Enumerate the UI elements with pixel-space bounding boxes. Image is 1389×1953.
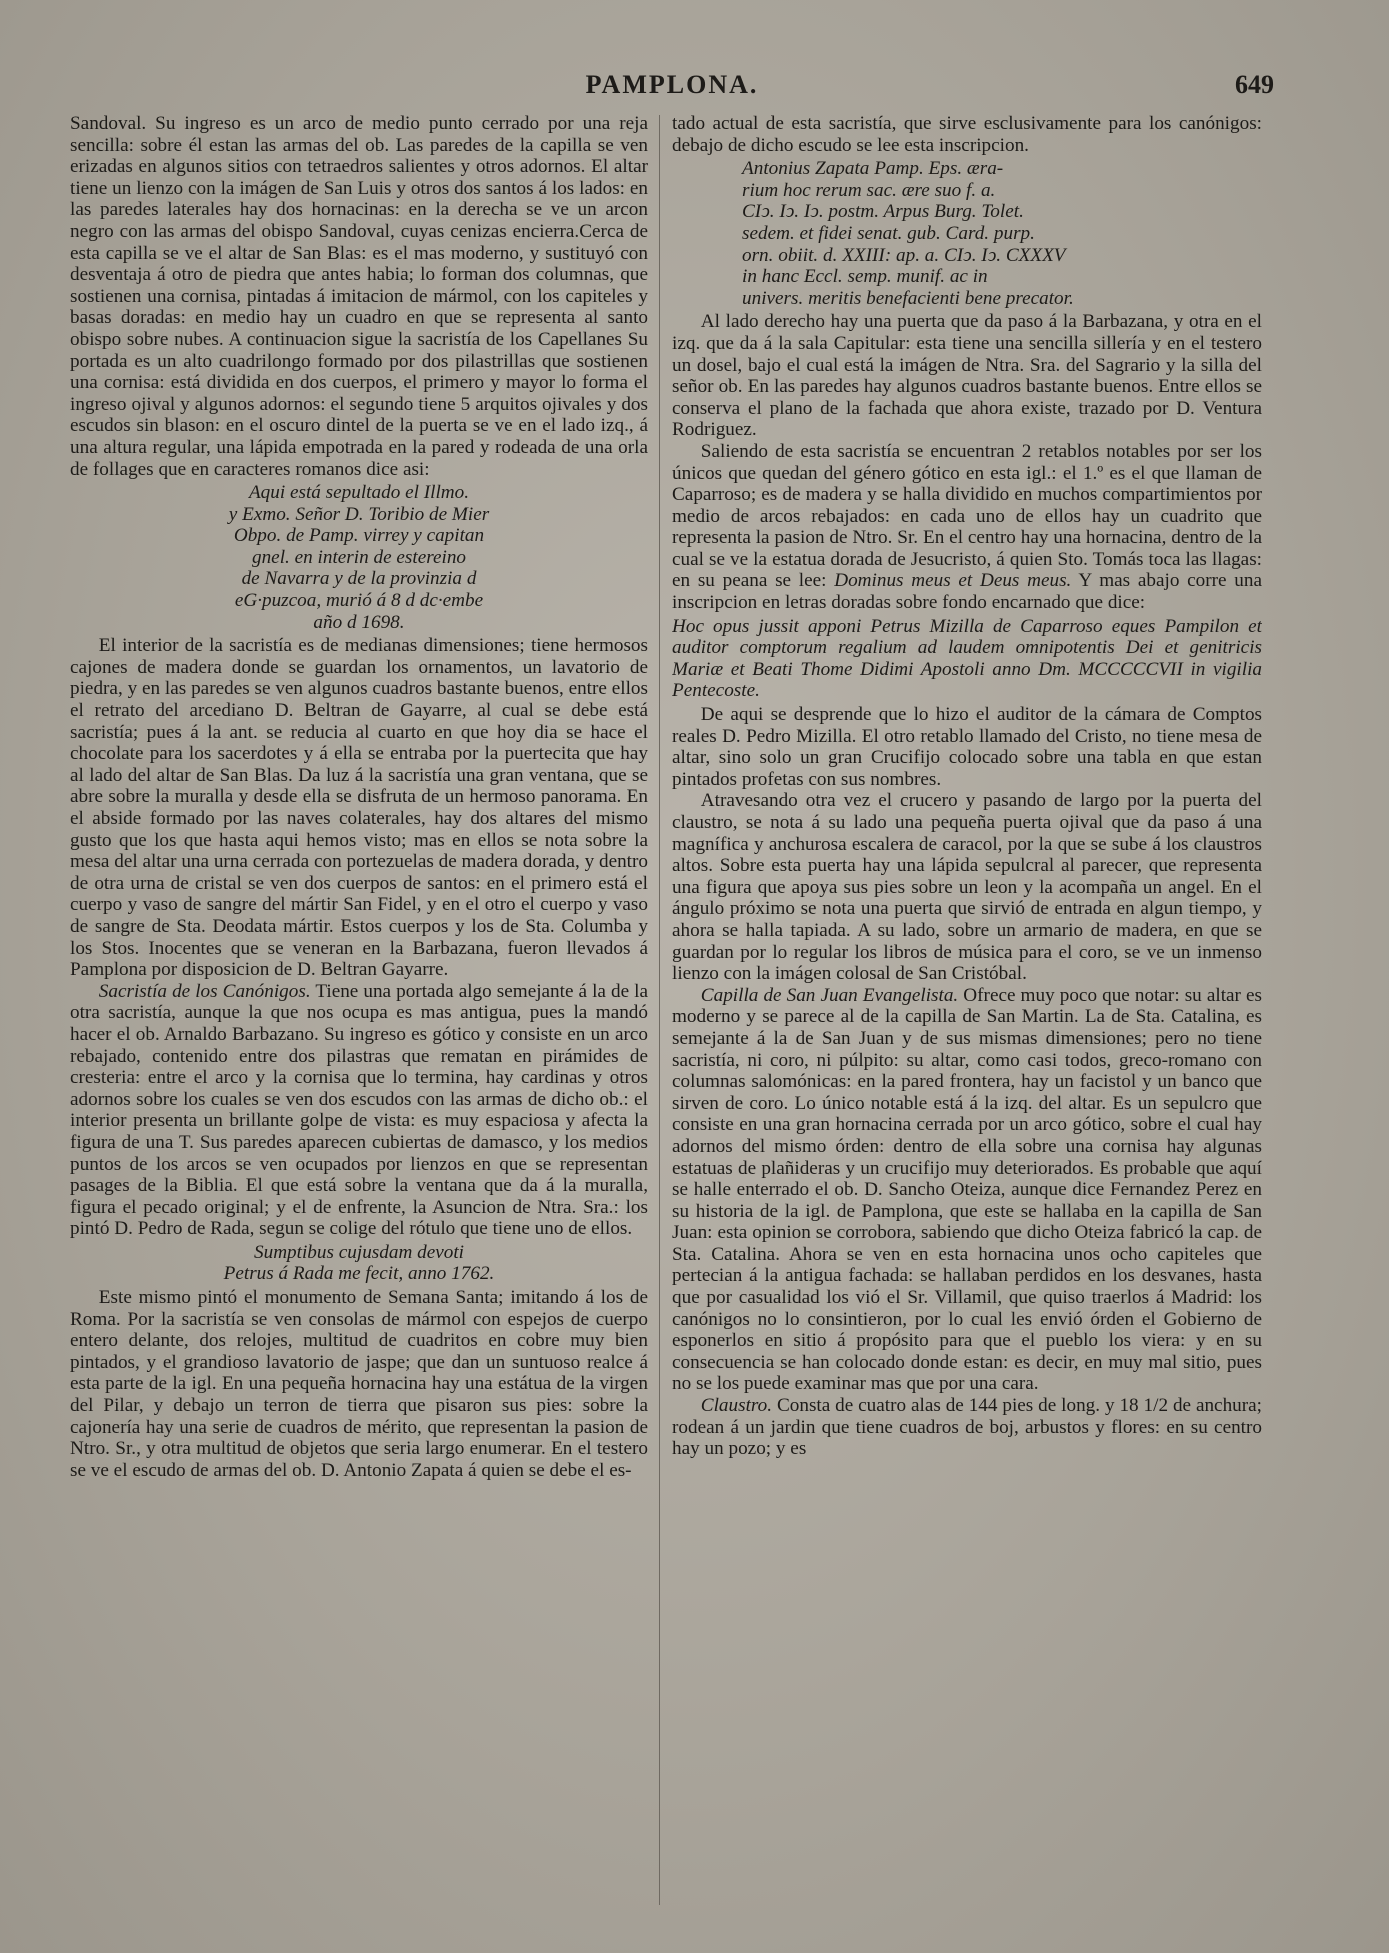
section-title: Sacristía de los Canónigos.	[98, 980, 311, 1002]
paragraph	[672, 1395, 1262, 1460]
paragraph: De aqui se desprende que lo hizo el auditor de la cámara de Comptos reales D. Pedro Mizilla. El otro retablo llamado del Cristo, no tiene mesa de altar, sino solo un gran Crucifijo colocado sobre una tabla en que estan pintados profetas con sus nombres.	[672, 704, 1262, 790]
inscription-line: Aqui está sepultado el Illmo.	[248, 482, 470, 504]
paragraph-text: Consta de cuatro alas de 144 pies de long. y 18 1/2 de anchura; rodean á un jardin que tiene cuadros de boj, arbustos y flores: en su centro hay un pozo; y es	[672, 1395, 1262, 1460]
left-column	[70, 113, 648, 1903]
inscription-zapata	[672, 158, 1262, 309]
inscription-line: in hanc Eccl. semp. munif. ac in	[742, 266, 988, 288]
paragraph	[70, 981, 648, 1240]
inscription-line: orn. obiit. d. XXIII: ap. a. CIↄ. Iↄ. CXXXV	[742, 244, 1066, 266]
paragraph: Sandoval. Su ingreso es un arco de medio punto cerrado por una reja sencilla: sobre él estan las armas del ob. Las paredes de la capilla se ven erizadas en algunos sitios con tetraedros salientes y otros adornos. El altar tiene un lienzo con la imágen de San Luis y otros dos santos á los lados: en las paredes laterales hay dos hornacinas: en la derecha se ve un arcon negro con las armas del obispo Sandoval, cuyas cenizas encierra.Cerca de esta capilla se ve el altar de San Blas: es el mas moderno, y sustituyó con desventaja á otro de piedra que antes habia; lo forman dos columnas, que sostienen una cornisa, pintadas á imitacion de mármol, con los capiteles y basas doradas: en medio hay un cuadro en que se representa al santo obispo sobre nubes. A continuacion sigue la sacristía de los Capellanes Su portada es un alto cuadrilongo formado por dos pilastrillas que sostienen una cornisa: está dividida en dos cuerpos, el primero y mayor lo forma el ingreso ojival y algunos adornos: el segundo tiene 5 arquitos ojivales y dos escudos sin blason: en el oscuro dintel de la puerta se ve en el lado izq., á una altura regular, una lápida empotrada en la pared y rodeada de una orla de follages que en caracteres romanos dice asi:	[70, 113, 648, 480]
right-column	[672, 113, 1262, 1903]
inscription-line: Obpo. de Pamp. virrey y capitan	[233, 525, 485, 547]
page-header	[70, 70, 1274, 104]
inscription-rada	[70, 1242, 648, 1285]
paragraph: Este mismo pintó el monumento de Semana Santa; imitando á los de Roma. Por la sacristía se ven consolas de mármol con espejos de cuerpo entero delante, dos relojes, multitud de cuadritos en cobre muy bien pintados, y el grandioso lavatorio de jaspe; que dan un suntuoso realce á esta parte de la igl. En una pequeña hornacina hay una estátua de la virgen del Pilar, y debajo un terron de tierra que pisaron sus pies: sobre la cajonería hay una serie de cuadros de mérito, que representan la pasion de Ntro. Sr., y otra multitud de objetos que seria largo enumerar. En el testero se ve el escudo de armas del ob. D. Antonio Zapata á quien se debe el es-	[70, 1287, 648, 1481]
paragraph: Al lado derecho hay una puerta que da paso á la Barbazana, y otra en el izq. que da á la sala Capitular: esta tiene una sencilla sillería y en el testero un dosel, bajo el cual está la imágen de Ntra. Sra. del Sagrario y la silla del señor ob. En las paredes hay algunos cuadros bastante buenos. Entre ellos se conserva el plano de la fachada que ahora existe, trazado por D. Ventura Rodriguez.	[672, 311, 1262, 441]
inscription-line: eG·puzcoa, murió á 8 d dc·embe	[234, 590, 484, 612]
inscription-line: sedem. et fidei senat. gub. Card. purp.	[742, 222, 1035, 244]
running-title: PAMPLONA.	[585, 70, 759, 99]
inscription-line: y Exmo. Señor D. Toribio de Mier	[228, 503, 490, 525]
inscription-line: Antonius Zapata Pamp. Eps. æra-	[742, 158, 1004, 180]
paragraph-text: Tiene una portada algo semejante á la de la otra sacristía, aunque la que nos ocupa es mas antigua, pues la mandó hacer el ob. Arnaldo Barbazano. Su ingreso es gótico y consiste en un arco rebajado, contenido entre dos pilastras que rematan en pirámides de cresteria: entre el arco y la cornisa que lo termina, hay cardinas y otros adornos sobre los cuales se ven dos escudos con las armas de dicho ob.: el interior presenta un brillante golpe de vista: es muy espaciosa y afecta la figura de una T. Sus paredes aparecen cubiertas de damasco, y los medios puntos de los arcos se ven ocupados por lienzos en que se representan pasages de la Biblia. El que está sobre la ventana que da á la muralla, figura el pecado original; y el de enfrente, la Asuncion de Ntra. Sra.: los pintó D. Pedro de Rada, segun se colige del rótulo que tiene uno de ellos.	[70, 980, 648, 1240]
paragraph-text: Ofrece muy poco que notar: su altar es moderno y se parece al de la capilla de San Martin. La de Sta. Catalina, es semejante á la de San Juan y de sus mismas dimensiones; pero no tiene sacristía, ni coro, ni púlpito: su altar, como casi todos, greco-romano con columnas salomónicas: en la pared frontera, hay un facistol y un banco que sirven de coro. Lo único notable está á la izq. del altar. Es un sepulcro que consiste en una gran hornacina cerrada por un arco gótico, sobre el cual hay adornos del mismo órden: dentro de ella sobre una cornisa hay algunas estatuas de plañideras y un crucifijo muy deteriorados. Es probable que aquí se halle enterrado el ob. D. Sancho Oteiza, aunque dice Fernandez Perez en su historia de la igl. de Pamplona, que este se hallaba en la capilla de San Juan: esta opinion se corrobora, sabiendo que dicho Oteiza fabricó la cap. de Sta. Catalina. Ahora se ven en esta hornacina unos ocho capiteles que pertecian á la antigua fachada: se hallaban perdidos en los desvanes, hasta que por casualidad los vió el Sr. Villamil, que quiso traerlos á Madrid: los canónigos no lo consintieron, por lo cual les envió órden el Gobierno de esponerlos en sitio á propósito para que el pueblo los viera: y en su consecuencia se han colocado donde estan: es decir, en muy mal sitio, pues no se los puede examinar mas que por una cara.	[672, 984, 1262, 1395]
paragraph	[672, 985, 1262, 1395]
section-title: Capilla de San Juan Evangelista.	[700, 984, 959, 1006]
inscription-caparroso: Hoc opus jussit apponi Petrus Mizilla de Caparroso eques Pampilon et auditor comptorum regalium ad laudem omnipotentis Dei et genitricis Mariæ et Beati Thome Didimi Apostoli anno Dm. MCCCCCVII in vigilia Pentecoste.	[672, 615, 1262, 702]
inscription-line: de Navarra y de la provinzia d	[241, 568, 477, 590]
inscription-line: rium hoc rerum sac. ære suo f. a.	[742, 179, 996, 201]
inscription-line: gnel. en interin de estereino	[251, 546, 467, 568]
quoted-phrase: Dominus meus et Deus meus.	[834, 570, 1072, 592]
inscription-line: año d 1698.	[313, 611, 405, 633]
section-title: Claustro.	[700, 1395, 773, 1417]
paragraph-text: Y mas abajo corre una inscripcion en letras doradas sobre fondo encarnado que dice:	[672, 570, 1262, 614]
column-divider	[659, 115, 660, 1905]
inscription-line: CIↄ. Iↄ. Iↄ. postm. Arpus Burg. Tolet.	[742, 201, 1024, 223]
paragraph: tado actual de esta sacristía, que sirve esclusivamente para los canónigos: debajo de dicho escudo se lee esta inscripcion.	[672, 113, 1262, 156]
inscription-line: univers. meritis benefacienti bene precator.	[742, 287, 1074, 309]
paragraph	[672, 441, 1262, 614]
inscription-line: Petrus á Rada me fecit, anno 1762.	[223, 1263, 495, 1285]
paragraph: El interior de la sacristía es de medianas dimensiones; tiene hermosos cajones de madera donde se guardan los ornamentos, un lavatorio de piedra, y en las paredes se ven algunos cuadros bastante buenos, entre ellos el retrato del arcediano D. Beltran de Gayarre, al cual se debe está sacristía; pues á la ant. se reducia al cuarto en que hoy dia se hace el chocolate para los sacerdotes y á ella se entraba por la puertecita que hay al lado del altar de San Blas. Da luz á la sacristía una gran ventana, que se abre sobre la muralla y desde ella se disfruta de un hermoso panorama. En el abside formado por las naves colaterales, hay dos altares del mismo gusto que los que hasta aqui hemos visto; mas en ellos se nota sobre la mesa del altar una urna cerrada con portezuelas de madera dorada, y dentro de otra urna de cristal se ven dos cuerpos de santos: en el primero está el cuerpo y vaso de sangre del mártir San Fidel, y en el otro el cuerpo y vaso de sangre de Sta. Deodata mártir. Estos cuerpos y los de Sta. Columba y los Stos. Inocentes que se veneran en la Barbazana, fueron llevados á Pamplona por disposicion de D. Beltran Gayarre.	[70, 635, 648, 981]
paragraph-text: Saliendo de esta sacristía se encuentran 2 retablos notables por ser los únicos que quedan del género gótico en esta igl.: el 1.º es el que llaman de Caparroso; es de madera y se halla dividido en muchos compartimientos por medio de arcos rebajados: en cada uno de ellos hay un cuadrito que representa la pasion de Ntro. Sr. En el centro hay una hornacina, dentro de la cual se ve la estatua dorada de Jesucristo, á quien Sto. Tomás toca las llagas: en su peana se lee:	[672, 440, 1262, 592]
page-number: 649	[1235, 70, 1274, 99]
paragraph: Atravesando otra vez el crucero y pasando de largo por la puerta del claustro, se nota á su lado una pequeña puerta ojival que da paso á una magnífica y anchurosa escalera de caracol, por la que se sube á los claustros altos. Sobre esta puerta hay una lápida sepulcral al parecer, que representa una figura que apoya sus pies sobre un leon y la acompaña un angel. En el ángulo próximo se nota una puerta que sirvió de entrada en algun tiempo, y ahora se halla tapiada. A su lado, sobre un armario de madera, en que se guardan por lo regular los libros de música para el coro, se ve un inmenso lienzo con la imágen colosal de San Cristóbal.	[672, 790, 1262, 985]
inscription-line: Sumptibus cujusdam devoti	[254, 1241, 464, 1263]
inscription-mier	[70, 482, 648, 633]
